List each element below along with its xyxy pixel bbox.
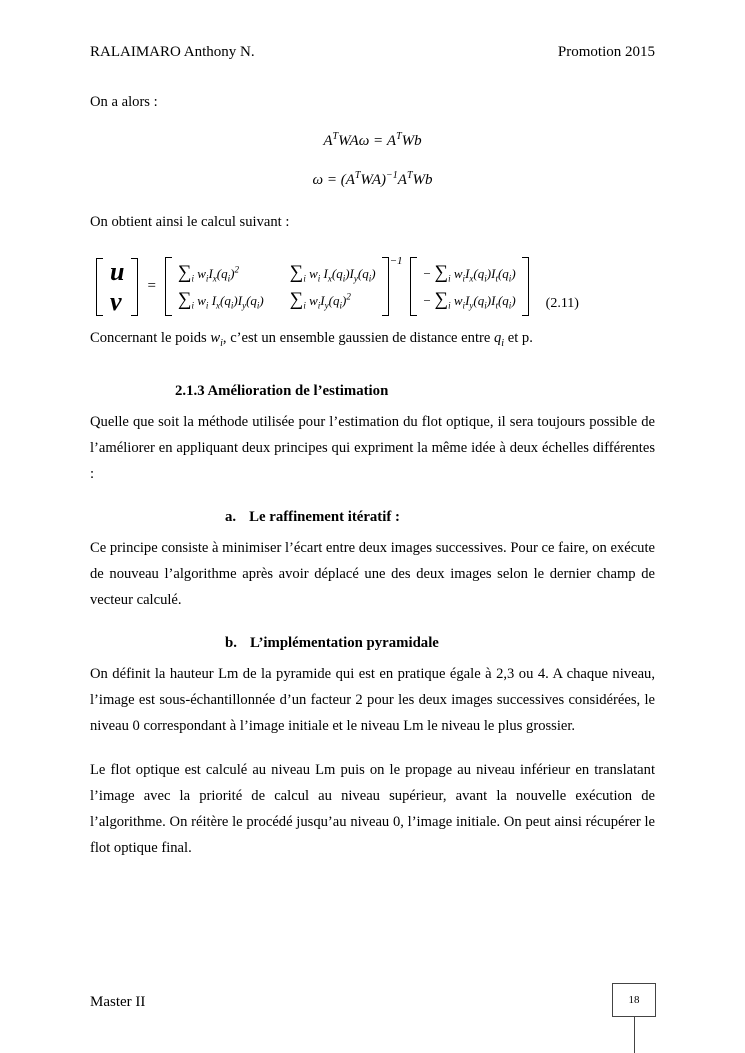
right-bracket <box>522 257 529 316</box>
page-tab-line <box>634 1017 635 1053</box>
matrix-cell-11: $\sum_i$ $w_iI_x(q_i)^2$ <box>177 262 239 284</box>
calc-intro-text: On obtient ainsi le calcul suivant : <box>90 214 290 230</box>
rhs-cell-2: − $\sum_i$ $w_iI_y(q_i)I_t(q_i)$ <box>422 289 516 311</box>
header-promotion: Promotion 2015 <box>557 44 655 60</box>
uv-vector <box>96 258 138 316</box>
matrix-cell-21: $\sum_i$ $w_i$ $I_x(q_i)I_y(q_i)$ <box>177 289 264 311</box>
equation-number: (2.11) <box>545 296 579 311</box>
left-bracket <box>165 257 172 316</box>
item-b-label: b. <box>225 634 237 651</box>
variable-v: v <box>110 286 122 316</box>
section-heading-213: 2.1.3 Amélioration de l’estimation <box>175 382 389 399</box>
equals-sign: = <box>147 278 156 294</box>
item-a-paragraph: Ce principe consiste à minimiser l’écart entre deux images successives. Pour ce faire, on exécute de nouveau l’algorithme après avoir déplacé une des deux images selon le dernier champ de vecteur calculé. <box>90 539 655 608</box>
item-a-label: a. <box>225 508 237 525</box>
equation-2-11 <box>96 257 655 316</box>
item-b-title: L’implémentation pyramidale <box>249 634 439 651</box>
variable-u: u <box>110 256 125 286</box>
page-number: 18 <box>628 994 640 1006</box>
page-number-box <box>612 983 656 1017</box>
equation-1: $A^TWA\omega = A^TWb$ <box>323 131 422 149</box>
item-b-paragraph-1: On définit la hauteur Lm de la pyramide qui est en pratique égale à 2,3 ou 4. A chaque niveau, l’image est sous-échantillonnée d’un facteur 2 pour les deux images successives considérées, le niveau 0 correspondant à l’image initiale et le niveau Lm le niveau le plus grossier. <box>90 665 655 734</box>
equation-2: $\omega = (A^TWA)^{-1}A^TWb$ <box>312 170 433 188</box>
structure-tensor-matrix <box>165 257 403 316</box>
inverse-exponent: −1 <box>389 255 403 267</box>
item-b-paragraph-2: Le flot optique est calculé au niveau Lm puis on le propage au niveau inférieur en translatant l’image avec la priorité de calcul au niveau supérieur, avant la nouvelle exécution de l’algorithme. On réitère le procédé jusqu’au niveau 0, l’image initiale. On peut ainsi récupérer le flot optique final. <box>90 761 655 856</box>
footer-text: Master II <box>90 994 146 1010</box>
weight-note: Concernant le poids $w_i$, c’est un ensemble gaussien de distance entre $q_i$ et p. <box>90 330 533 349</box>
header-author: RALAIMARO Anthony N. <box>90 44 255 60</box>
item-a-title: Le raffinement itératif : <box>249 508 400 525</box>
matrix-cell-22: $\sum_i$ $w_iI_y(q_i)^2$ <box>289 289 351 311</box>
rhs-cell-1: − $\sum_i$ $w_iI_x(q_i)I_t(q_i)$ <box>422 262 516 284</box>
heading-item-b <box>225 635 655 652</box>
section-213-paragraph: Quelle que soit la méthode utilisée pour l’estimation du flot optique, il sera toujours possible de l’améliorer en appliquant deux principes qui expriment la même idée à deux échelles différentes : <box>90 413 655 482</box>
intro-text: On a alors : <box>90 94 158 110</box>
left-bracket <box>410 257 417 316</box>
right-bracket <box>382 257 389 316</box>
right-bracket <box>131 258 138 316</box>
heading-item-a <box>225 509 655 526</box>
left-bracket <box>96 258 103 316</box>
matrix-cell-12: $\sum_i$ $w_i$ $I_x(q_i)I_y(q_i)$ <box>289 262 376 284</box>
rhs-vector <box>410 257 529 316</box>
page-header <box>90 44 655 61</box>
